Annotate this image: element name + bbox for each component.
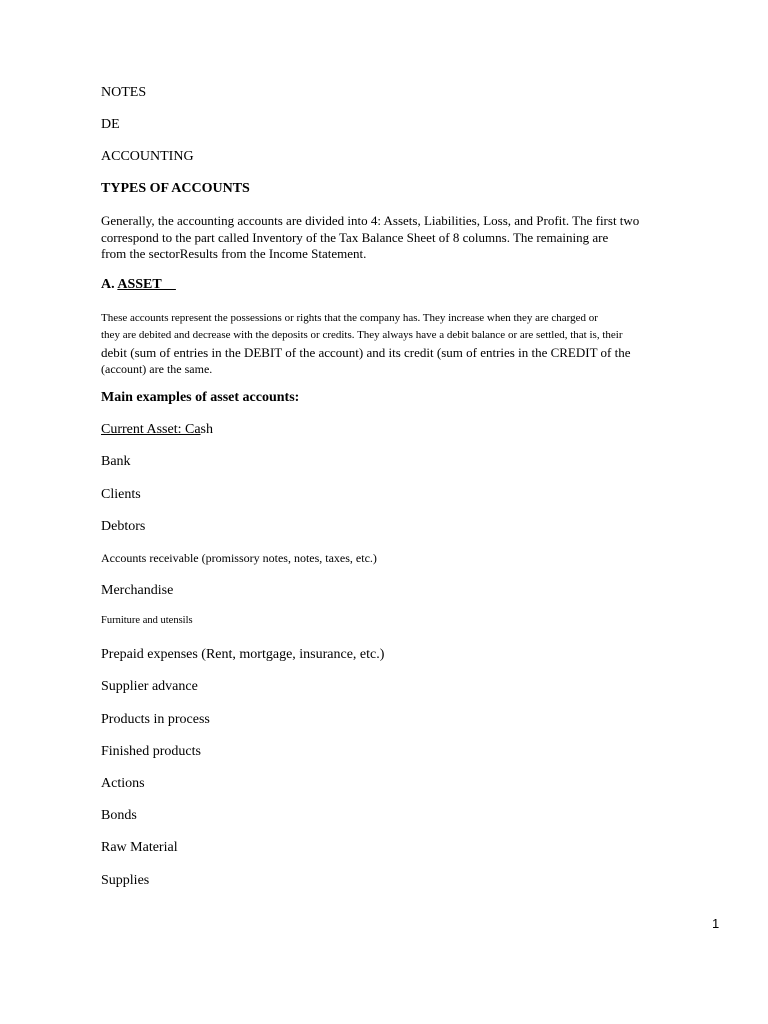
asset-desc-line: they are debited and decrease with the deposits or credits. They always have a debit balance or are settled, that is, their xyxy=(101,329,623,341)
asset-description xyxy=(101,310,691,377)
intro-line: correspond to the part called Inventory of the Tax Balance Sheet of 8 columns. The remaining are xyxy=(101,229,609,245)
list-item: Debtors xyxy=(101,519,146,534)
list-item: Merchandise xyxy=(101,583,174,598)
title-line-notes: NOTES xyxy=(101,85,147,100)
section-heading: TYPES OF ACCOUNTS xyxy=(101,181,250,196)
list-item: Furniture and utensils xyxy=(101,615,193,626)
asset-heading-prefix: A. xyxy=(101,277,118,292)
asset-desc-line: (account) are the same. xyxy=(101,362,213,376)
current-asset-cash xyxy=(101,423,213,437)
asset-desc-line: debit (sum of entries in the DEBIT of the account) and its credit (sum of entries in the CREDIT of the xyxy=(101,345,631,360)
asset-desc-line: These accounts represent the possessions or rights that the company has. They increase when they are charged or xyxy=(101,312,598,324)
current-asset-label: Current Asset: Ca xyxy=(101,422,201,437)
list-item: Raw Material xyxy=(101,840,178,855)
title-line-accounting: ACCOUNTING xyxy=(101,149,194,164)
list-item: Bank xyxy=(101,454,131,469)
list-item: Products in process xyxy=(101,712,210,727)
list-item: Actions xyxy=(101,776,145,791)
page-number: 1 xyxy=(712,916,720,931)
intro-line: from the sectorResults from the Income Statement. xyxy=(101,246,367,261)
examples-heading: Main examples of asset accounts: xyxy=(101,390,300,405)
asset-heading xyxy=(101,278,176,292)
list-item: Finished products xyxy=(101,744,201,759)
current-asset-rest: sh xyxy=(200,422,213,437)
list-item: Bonds xyxy=(101,808,137,823)
title-line-de: DE xyxy=(101,117,120,132)
intro-paragraph xyxy=(101,213,691,263)
list-item: Prepaid expenses (Rent, mortgage, insurance, etc.) xyxy=(101,647,385,662)
list-item: Accounts receivable (promissory notes, notes, taxes, etc.) xyxy=(101,551,377,565)
list-item: Supplier advance xyxy=(101,679,198,694)
intro-line: Generally, the accounting accounts are divided into 4: Assets, Liabilities, Loss, and Profit. The first two xyxy=(101,213,640,228)
asset-heading-label: ASSET__ xyxy=(117,277,176,292)
list-item: Supplies xyxy=(101,873,150,888)
list-item: Clients xyxy=(101,487,141,502)
